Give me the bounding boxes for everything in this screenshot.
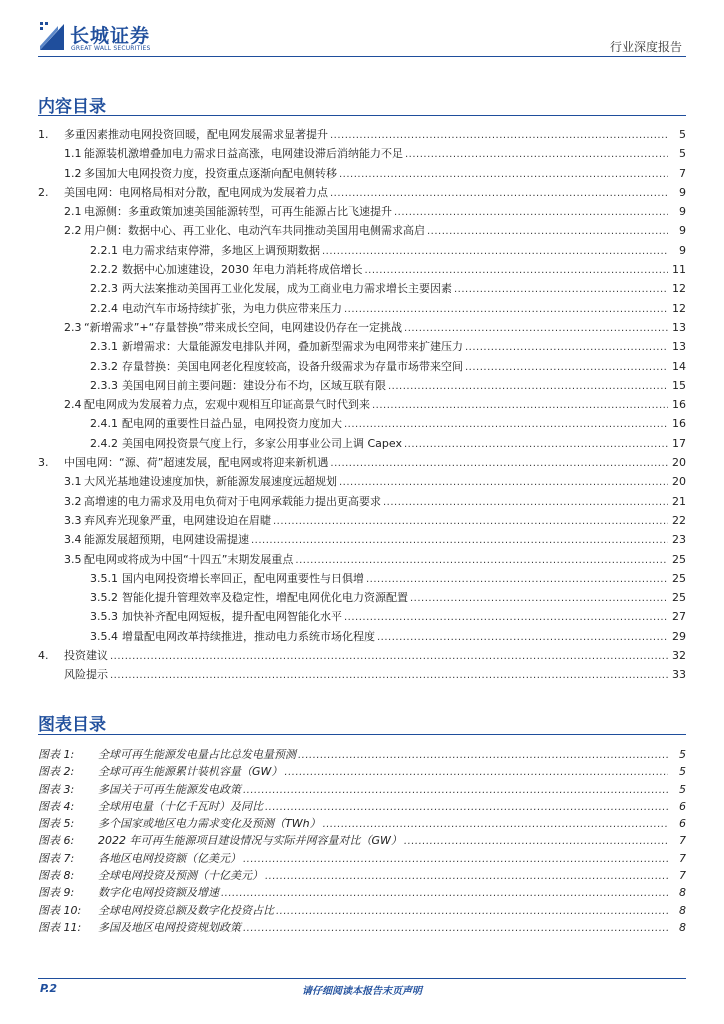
- toc-entry-title: 投资建议: [64, 649, 108, 663]
- toc-entry-title: 能源装机激增叠加电力需求日益高涨，电网建设滞后消纳能力不足: [84, 147, 403, 161]
- toc-entry-page: 9: [679, 224, 686, 238]
- toc-entry[interactable]: [38, 531, 686, 550]
- figure-entry-page: 5: [679, 748, 686, 761]
- figures-title: 图表目录: [38, 715, 106, 735]
- figure-entry[interactable]: [38, 815, 686, 832]
- toc-entry-page: 25: [672, 571, 686, 585]
- figure-entry[interactable]: [38, 763, 686, 780]
- toc-entry[interactable]: [38, 608, 686, 627]
- toc-entry-title: 加快补齐配电网短板，提升配电网智能化水平: [122, 610, 342, 624]
- toc-entry[interactable]: [38, 415, 686, 434]
- toc-entry-number: 1.1: [64, 147, 82, 161]
- toc-entry-number: 2.3.1: [90, 340, 118, 354]
- toc-entry-page: 21: [672, 494, 686, 508]
- toc-leader-dots: [394, 207, 668, 218]
- figure-entry[interactable]: [38, 867, 686, 884]
- toc-entry[interactable]: [38, 165, 686, 184]
- footer-divider: [38, 978, 686, 979]
- toc-entry-number: 2.3: [64, 320, 82, 334]
- toc-leader-dots: [344, 419, 668, 430]
- figure-leader-dots: [221, 888, 668, 899]
- figure-leader-dots: [243, 854, 668, 865]
- figure-entry-label: 图表 1:: [38, 748, 75, 761]
- toc-entry-page: 15: [672, 378, 686, 392]
- figure-entry[interactable]: [38, 850, 686, 867]
- toc-leader-dots: [454, 284, 668, 295]
- figure-leader-dots: [243, 923, 668, 934]
- toc-entry-title: 弃风弃光现象严重，电网建设迫在眉睫: [84, 513, 271, 527]
- figure-entry-title: 全球可再生能源累计装机容量（GW）: [98, 765, 283, 779]
- figure-entry-page: 8: [679, 886, 686, 900]
- toc-entry-title: 电力需求结束停滞，多地区上调预期数据: [122, 243, 320, 257]
- figure-leader-dots: [243, 785, 668, 796]
- toc-entry-page: 14: [672, 359, 686, 373]
- toc-leader-dots: [110, 651, 668, 662]
- figure-entry-label: 图表 10:: [38, 903, 82, 917]
- toc-leader-dots: [365, 265, 669, 276]
- toc-entry-number: 3.5.4: [90, 629, 118, 643]
- figure-entry-label: 图表 9:: [38, 886, 75, 900]
- toc-entry[interactable]: [38, 126, 686, 145]
- toc-entry-page: 32: [672, 649, 686, 663]
- toc-entry-number: 3.5: [64, 552, 82, 566]
- toc-leader-dots: [410, 593, 668, 604]
- toc-leader-dots: [383, 497, 668, 508]
- figure-entry[interactable]: [38, 781, 686, 798]
- toc-leader-dots: [339, 169, 668, 180]
- figure-leader-dots: [276, 906, 668, 917]
- table-of-contents: [38, 126, 686, 686]
- toc-entry-page: 7: [679, 166, 686, 180]
- toc-title: 内容目录: [38, 97, 106, 117]
- toc-entry-title: 配电网或将成为中国“十四五”末期发展重点: [84, 552, 294, 566]
- toc-entry-number: 2.2.1: [90, 243, 118, 257]
- toc-entry-title: 两大法案推动美国再工业化发展，成为工商业电力需求增长主要因素: [122, 282, 452, 296]
- toc-leader-dots: [465, 342, 668, 353]
- toc-entry-page: 27: [672, 610, 686, 624]
- figure-entry-title: 多个国家或地区电力需求变化及预测（TWh）: [98, 817, 321, 831]
- toc-entry[interactable]: [38, 512, 686, 531]
- toc-entry-title: 增量配电网改革持续推进，推动电力系统市场化程度: [122, 629, 375, 643]
- toc-entry-number: 1.2: [64, 166, 82, 180]
- toc-entry[interactable]: [38, 145, 686, 164]
- figure-entry-title: 多国关于可再生能源发电政策: [98, 782, 241, 796]
- toc-leader-dots: [295, 555, 668, 566]
- toc-entry-title: 高增速的电力需求及用电负荷对于电网承载能力提出更高要求: [84, 494, 381, 508]
- toc-entry-number: 2.1: [64, 205, 82, 219]
- toc-leader-dots: [344, 304, 668, 315]
- figure-entry-label: 图表 7:: [38, 851, 75, 865]
- toc-entry-number: 2.4: [64, 398, 82, 412]
- toc-entry-number: 2.2.4: [90, 301, 118, 315]
- figure-entry-page: 7: [679, 869, 686, 883]
- figure-entry-title: 全球电网投资总额及数字化投资占比: [98, 903, 274, 917]
- toc-leader-dots: [322, 246, 668, 257]
- toc-entry[interactable]: [38, 242, 686, 261]
- toc-entry[interactable]: [38, 358, 686, 377]
- toc-leader-dots: [344, 612, 668, 623]
- toc-entry-page: 23: [672, 533, 686, 547]
- toc-leader-dots: [366, 574, 668, 585]
- figure-entry-page: 8: [679, 920, 686, 934]
- toc-entry-title: 美国电网投资景气度上行，多家公用事业公司上调 Capex: [122, 436, 402, 450]
- toc-entry-title: 能源发展超预期，电网建设需提速: [84, 533, 249, 547]
- toc-entry-number: 4.: [38, 649, 49, 663]
- figure-leader-dots: [404, 836, 668, 847]
- toc-entry-page: 9: [679, 185, 686, 199]
- figure-entry[interactable]: [38, 902, 686, 919]
- figure-entry-label: 图表 4:: [38, 799, 75, 813]
- toc-entry-page: 22: [672, 513, 686, 527]
- toc-entry[interactable]: [38, 589, 686, 608]
- toc-entry-number: 2.3.3: [90, 378, 118, 392]
- toc-entry-title: 智能化提升管理效率及稳定性，增配电网优化电力资源配置: [122, 591, 408, 605]
- toc-entry-number: 1.: [38, 128, 49, 141]
- report-type: 行业深度报告: [609, 40, 682, 54]
- toc-entry-page: 12: [672, 282, 686, 296]
- figure-leader-dots: [265, 802, 668, 813]
- toc-leader-dots: [330, 188, 668, 199]
- toc-entry-page: 12: [672, 301, 686, 315]
- toc-entry[interactable]: [38, 435, 686, 454]
- toc-leader-dots: [339, 477, 668, 488]
- toc-entry-page: 20: [672, 475, 686, 489]
- figure-entry-page: 8: [679, 903, 686, 917]
- toc-leader-dots: [110, 670, 668, 681]
- logo-text-cn: 长城证券: [70, 25, 151, 47]
- toc-leader-dots: [377, 632, 668, 643]
- toc-leader-dots: [404, 323, 668, 334]
- toc-leader-dots: [372, 400, 668, 411]
- toc-entry[interactable]: [38, 319, 686, 338]
- figure-entry[interactable]: [38, 746, 686, 763]
- toc-entry[interactable]: [38, 454, 686, 473]
- toc-entry[interactable]: [38, 628, 686, 647]
- toc-entry-page: 33: [672, 668, 686, 682]
- toc-entry[interactable]: [38, 570, 686, 589]
- toc-entry-number: 2.4.1: [90, 417, 118, 431]
- toc-entry-title: 存量替换：美国电网老化程度较高，设备升级需求为存量市场带来空间: [122, 359, 463, 373]
- toc-entry[interactable]: [38, 666, 686, 685]
- figure-leader-dots: [323, 819, 668, 830]
- figure-entry-title: 多国及地区电网投资规划政策: [98, 920, 241, 934]
- toc-entry[interactable]: [38, 203, 686, 222]
- toc-leader-dots: [405, 149, 668, 160]
- toc-entry-title: 多国加大电网投资力度，投资重点逐渐向配电侧转移: [84, 166, 337, 180]
- figure-leader-dots: [284, 767, 668, 778]
- figure-entry-page: 6: [679, 817, 686, 831]
- toc-entry-number: 3.5.2: [90, 591, 118, 605]
- figure-entry-title: 数字化电网投资额及增速: [98, 886, 219, 900]
- logo-mark-icon: [38, 20, 66, 52]
- figure-entry-page: 7: [679, 834, 686, 848]
- toc-entry[interactable]: [38, 377, 686, 396]
- toc-entry-title: 多重因素推动电网投资回暖，配电网发展需求显著提升: [64, 128, 328, 141]
- toc-entry[interactable]: [38, 493, 686, 512]
- toc-entry-title: “新增需求”+“存量替换”带来成长空间，电网建设仍存在一定挑战: [84, 320, 403, 334]
- toc-entry[interactable]: [38, 280, 686, 299]
- toc-entry[interactable]: [38, 222, 686, 241]
- toc-entry[interactable]: [38, 184, 686, 203]
- toc-entry-page: 5: [679, 147, 686, 161]
- toc-entry-number: 3.1: [64, 475, 82, 489]
- header-divider: [38, 56, 686, 57]
- toc-entry[interactable]: [38, 473, 686, 492]
- figure-entry-label: 图表 3:: [38, 782, 75, 796]
- toc-entry-title: 美国电网：电网格局相对分散，配电网成为发展着力点: [64, 185, 328, 199]
- toc-entry-title: 大风光基地建设速度加快，新能源发展速度远超规划: [84, 475, 337, 489]
- toc-entry-title: 新增需求：大量能源发电排队并网，叠加新型需求为电网带来扩建压力: [122, 340, 463, 354]
- page-number: P.2: [40, 982, 58, 995]
- toc-entry[interactable]: [38, 338, 686, 357]
- toc-entry[interactable]: [38, 396, 686, 415]
- toc-leader-dots: [388, 381, 668, 392]
- toc-entry-title: 电源侧：多重政策加速美国能源转型，可再生能源占比飞速提升: [84, 205, 392, 219]
- toc-entry-page: 20: [672, 456, 686, 470]
- toc-entry-page: 25: [672, 552, 686, 566]
- company-logo: [38, 20, 168, 56]
- toc-entry-number: 3.5.3: [90, 610, 118, 624]
- figure-entry-title: 全球用电量（十亿千瓦时）及同比: [98, 799, 263, 813]
- toc-entry[interactable]: [38, 647, 686, 666]
- toc-entry-number: 3.3: [64, 513, 82, 527]
- toc-leader-dots: [251, 535, 668, 546]
- toc-entry-page: 5: [679, 128, 686, 141]
- toc-leader-dots: [427, 226, 668, 237]
- toc-entry-page: 25: [672, 591, 686, 605]
- figure-leader-dots: [298, 750, 668, 761]
- figure-entry-label: 图表 5:: [38, 817, 75, 831]
- toc-entry[interactable]: [38, 300, 686, 319]
- figure-entry-page: 6: [679, 799, 686, 813]
- figure-entry-title: 2022 年可再生能源项目建设情况与实际并网容量对比（GW）: [98, 834, 402, 848]
- figure-entry-title: 全球电网投资及预测（十亿美元）: [98, 869, 263, 883]
- toc-entry-title: 中国电网：“源、荷”超速发展，配电网或将迎来新机遇: [64, 456, 329, 470]
- figure-entry-page: 5: [679, 765, 686, 779]
- toc-entry-title: 数据中心加速建设，2030 年电力消耗将成倍增长: [122, 263, 363, 277]
- figure-entry[interactable]: [38, 884, 686, 901]
- toc-entry-page: 13: [672, 320, 686, 334]
- toc-entry-number: 2.2.3: [90, 282, 118, 296]
- figure-leader-dots: [265, 871, 668, 882]
- toc-entry-page: 11: [672, 263, 686, 277]
- toc-leader-dots: [330, 130, 668, 141]
- toc-entry-page: 9: [679, 205, 686, 219]
- toc-entry-page: 9: [679, 243, 686, 257]
- toc-entry-title: 风险提示: [64, 668, 108, 682]
- toc-entry-number: 3.4: [64, 533, 82, 547]
- figure-entry[interactable]: [38, 832, 686, 849]
- toc-entry-title: 配电网的重要性日益凸显，电网投资力度加大: [122, 417, 342, 431]
- logo-text-en: GREAT WALL SECURITIES: [71, 45, 151, 52]
- toc-entry-number: 3.: [38, 456, 49, 470]
- toc-entry-title: 用户侧：数据中心、再工业化、电动汽车共同推动美国用电侧需求高启: [84, 224, 425, 238]
- toc-entry-title: 国内电网投资增长率回正，配电网重要性与日俱增: [122, 571, 364, 585]
- figure-list: [38, 746, 686, 936]
- figure-entry-label: 图表 11:: [38, 920, 82, 934]
- toc-entry-number: 2.4.2: [90, 436, 118, 450]
- toc-entry-page: 16: [672, 398, 686, 412]
- figure-entry[interactable]: [38, 919, 686, 936]
- toc-entry-number: 2.2: [64, 224, 82, 238]
- toc-entry-number: 2.2.2: [90, 263, 118, 277]
- toc-entry-page: 29: [672, 629, 686, 643]
- toc-entry-number: 2.: [38, 185, 49, 199]
- disclaimer-note: 请仔细阅读本报告末页声明: [302, 986, 422, 997]
- toc-leader-dots: [273, 516, 668, 527]
- figure-entry[interactable]: [38, 798, 686, 815]
- toc-entry-page: 13: [672, 340, 686, 354]
- toc-entry-number: 2.3.2: [90, 359, 118, 373]
- figure-entry-label: 图表 8:: [38, 869, 75, 883]
- toc-title-divider: [38, 115, 686, 116]
- toc-leader-dots: [465, 362, 668, 373]
- toc-entry-number: 3.2: [64, 494, 82, 508]
- toc-entry-page: 16: [672, 417, 686, 431]
- figure-entry-label: 图表 2:: [38, 765, 75, 779]
- toc-leader-dots: [404, 439, 668, 450]
- toc-entry-title: 配电网成为发展着力点，宏观中观相互印证高景气时代到来: [84, 398, 370, 412]
- toc-entry-title: 电动汽车市场持续扩张，为电力供应带来压力: [122, 301, 342, 315]
- figure-entry-label: 图表 6:: [38, 834, 75, 848]
- figure-entry-title: 各地区电网投资额（亿美元）: [98, 851, 241, 865]
- toc-entry-title: 美国电网目前主要问题：建设分布不均，区域互联有限: [122, 378, 386, 392]
- toc-entry-page: 17: [672, 436, 686, 450]
- toc-leader-dots: [330, 458, 668, 469]
- figure-entry-page: 5: [679, 782, 686, 796]
- toc-entry[interactable]: [38, 551, 686, 570]
- figure-entry-title: 全球可再生能源发电量占比总发电量预测: [98, 748, 296, 761]
- toc-entry-number: 3.5.1: [90, 571, 118, 585]
- figure-entry-page: 7: [679, 851, 686, 865]
- figures-title-divider: [38, 734, 686, 735]
- toc-entry[interactable]: [38, 261, 686, 280]
